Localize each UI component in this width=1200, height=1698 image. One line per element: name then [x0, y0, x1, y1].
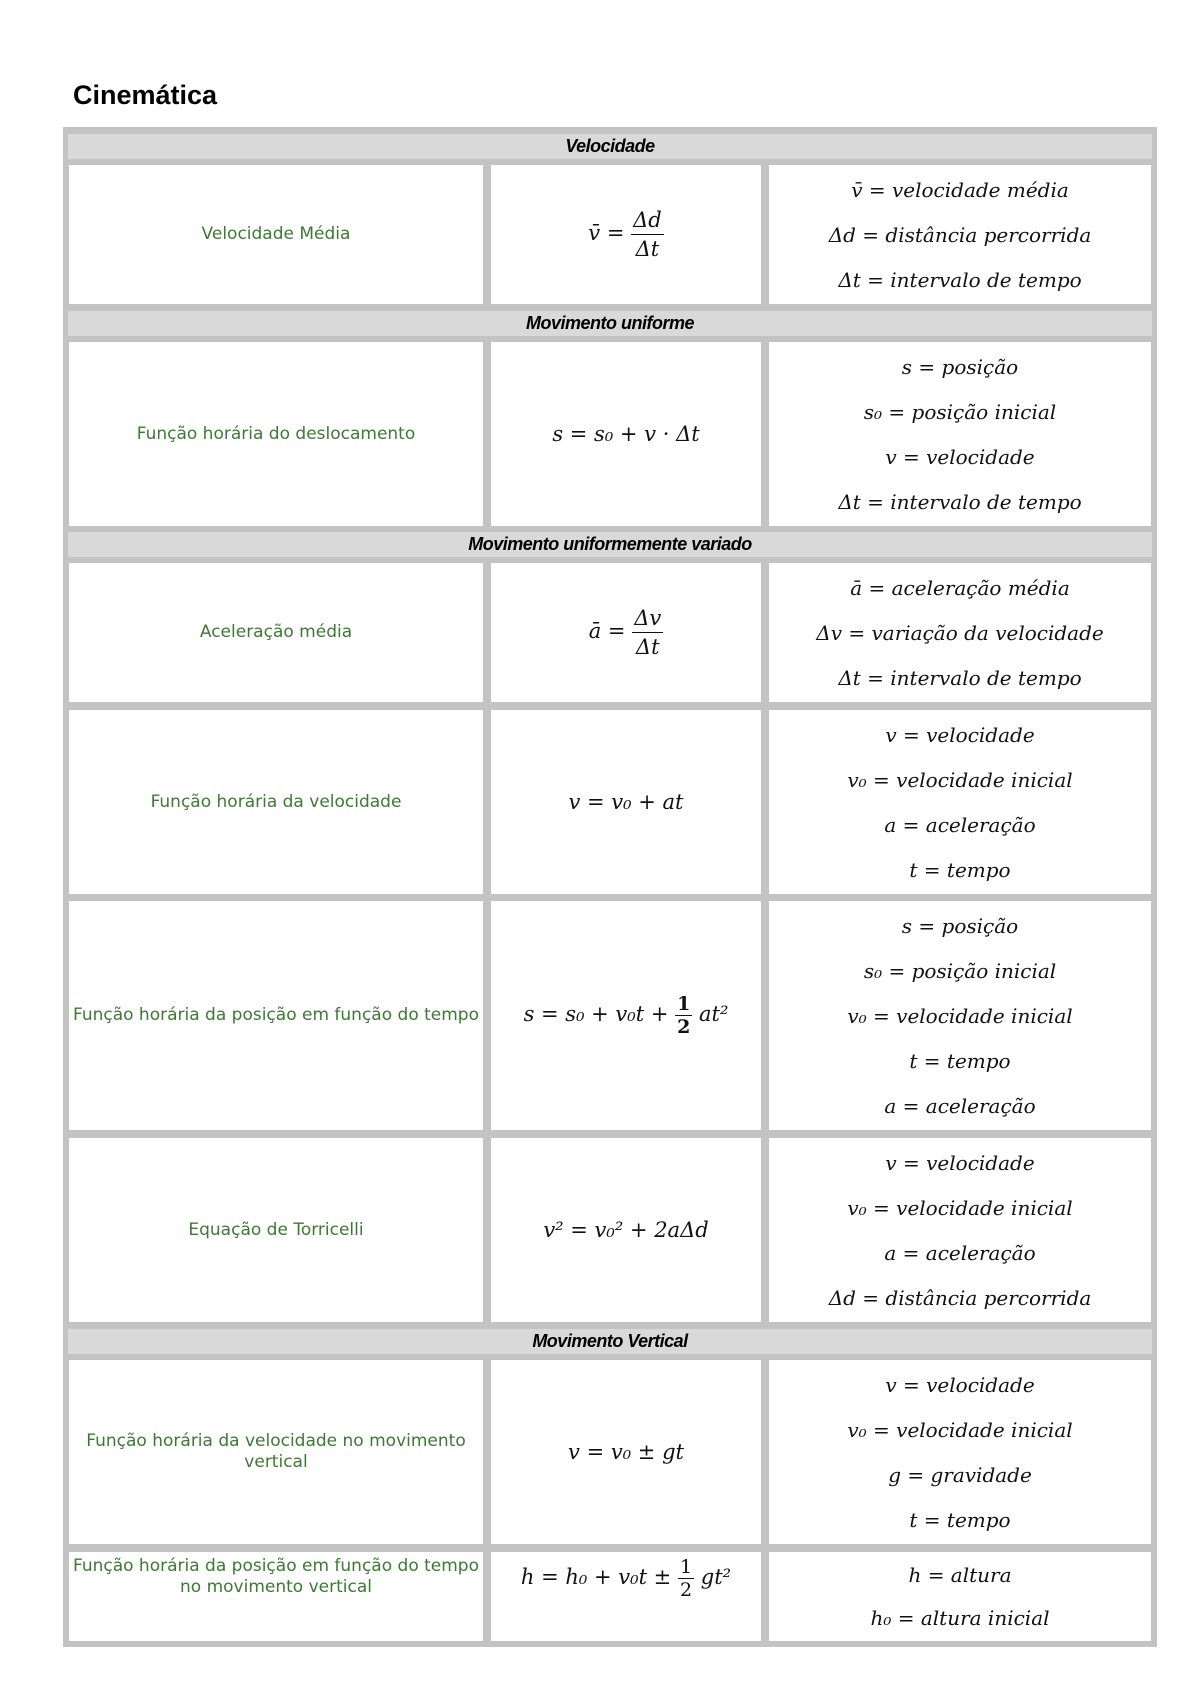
fraction-denominator: Δt: [635, 237, 660, 261]
formula: [588, 206, 663, 263]
row-name: Função horária da velocidade: [150, 791, 402, 812]
row-name-cell: [69, 1138, 483, 1322]
formula: v² = v₀² + 2aΔd: [543, 1218, 709, 1242]
formula-lhs: ā =: [588, 619, 626, 643]
row-name: Aceleração média: [199, 622, 353, 642]
variable-definition: ā = aceleração média: [850, 575, 1070, 600]
page-title: Cinemática: [73, 80, 218, 110]
variable-definition: a = aceleração: [884, 1240, 1036, 1265]
row-name: Equação de Torricelli: [188, 1219, 364, 1240]
variables-cell: [769, 1138, 1151, 1322]
section-header-velocidade: Velocidade: [68, 134, 1152, 159]
variable-definition: Δd = distância percorrida: [828, 1285, 1092, 1310]
variable-definition: s = posição: [901, 354, 1019, 379]
variables-cell: [769, 563, 1151, 702]
variable-definition: g = gravidade: [888, 1462, 1032, 1487]
formula-lhs: s = s₀ + v₀t +: [523, 1002, 669, 1026]
variable-definition: Δd = distância percorrida: [828, 222, 1092, 247]
formula-cell: [491, 710, 761, 894]
variable-definition: t = tempo: [909, 1507, 1011, 1532]
row-name-cell: [69, 342, 483, 526]
variables-cell: [769, 901, 1151, 1130]
fraction-numerator: 1: [679, 1556, 693, 1578]
variables-cell: [769, 710, 1151, 894]
variables-cell: [769, 165, 1151, 304]
formula-cell: [491, 901, 761, 1130]
fraction-denominator: Δt: [635, 635, 660, 659]
formula-cell: [491, 1552, 761, 1641]
fraction-denominator: 2: [679, 1579, 693, 1601]
row-name: Função horária da posição em função do tempo: [72, 1005, 480, 1025]
variable-definition: a = aceleração: [884, 812, 1036, 837]
variable-definition: v = velocidade: [885, 1372, 1035, 1397]
variable-definition: a = aceleração: [884, 1093, 1036, 1118]
variables-cell: [769, 342, 1151, 526]
fraction: [632, 604, 663, 661]
formula: [521, 1556, 731, 1601]
fraction-numerator: Δv: [632, 604, 663, 633]
variable-definition: v₀ = velocidade inicial: [847, 767, 1073, 792]
row-name: Função horária da posição em função do tempo no movimento vertical: [72, 1556, 480, 1597]
variable-definition: v = velocidade: [885, 1150, 1035, 1175]
formula: s = s₀ + v · Δt: [552, 422, 700, 446]
row-name: Função horária do deslocamento: [136, 423, 416, 444]
formula: v = v₀ ± gt: [568, 1440, 684, 1464]
variable-definition: s = posição: [901, 913, 1019, 938]
formula: [589, 604, 664, 661]
formula-cell: [491, 1360, 761, 1544]
fraction: [631, 206, 664, 263]
formula-rhs: at²: [699, 1002, 729, 1026]
formula: [524, 993, 729, 1038]
variable-definition: t = tempo: [909, 1048, 1011, 1073]
formula-cell: [491, 342, 761, 526]
section-header-movimento-vertical: Movimento Vertical: [68, 1329, 1152, 1354]
variable-definition: t = tempo: [909, 857, 1011, 882]
formula-lhs: h = h₀ + v₀t ±: [520, 1565, 672, 1589]
variable-definition: s₀ = posição inicial: [863, 399, 1057, 424]
variable-definition: v₀ = velocidade inicial: [847, 1003, 1073, 1028]
row-name-cell: [69, 563, 483, 702]
row-name-cell: [69, 1552, 483, 1641]
variable-definition: Δt = intervalo de tempo: [838, 489, 1082, 514]
fraction-numerator: 1: [677, 993, 691, 1015]
variables-cell: [769, 1360, 1151, 1544]
variable-definition: Δt = intervalo de tempo: [838, 267, 1082, 292]
variables-cell: [769, 1552, 1151, 1641]
fraction-numerator: Δd: [631, 206, 664, 235]
formula-rhs: gt²: [700, 1565, 732, 1589]
formula-lhs: v̄ =: [588, 221, 625, 245]
variable-definition: s₀ = posição inicial: [863, 958, 1057, 983]
section-header-muv: Movimento uniformemente variado: [68, 532, 1152, 557]
row-name: Velocidade Média: [201, 224, 351, 244]
variable-definition: h = altura: [908, 1563, 1012, 1588]
variable-definition: v₀ = velocidade inicial: [847, 1417, 1073, 1442]
fraction: [678, 1556, 694, 1601]
formula-cell: [491, 1138, 761, 1322]
formula-cell: [491, 165, 761, 304]
fraction: [675, 993, 692, 1038]
variable-definition: Δt = intervalo de tempo: [838, 665, 1082, 690]
row-name-cell: [69, 1360, 483, 1544]
row-name: Função horária da velocidade no movimento vertical: [86, 1431, 466, 1472]
variable-definition: v = velocidade: [885, 444, 1035, 469]
variable-definition: Δv = variação da velocidade: [816, 620, 1104, 645]
row-name-cell: [69, 901, 483, 1130]
variable-definition: v̄ = velocidade média: [851, 177, 1069, 202]
section-header-movimento-uniforme: Movimento uniforme: [68, 311, 1152, 336]
variable-definition: h₀ = altura inicial: [870, 1605, 1050, 1630]
formula: v = v₀ + at: [568, 790, 684, 814]
row-name-cell: [69, 710, 483, 894]
variable-definition: v₀ = velocidade inicial: [847, 1195, 1073, 1220]
fraction-denominator: 2: [677, 1016, 691, 1038]
row-name-cell: [69, 165, 483, 304]
variable-definition: v = velocidade: [885, 722, 1035, 747]
formula-cell: [491, 563, 761, 702]
